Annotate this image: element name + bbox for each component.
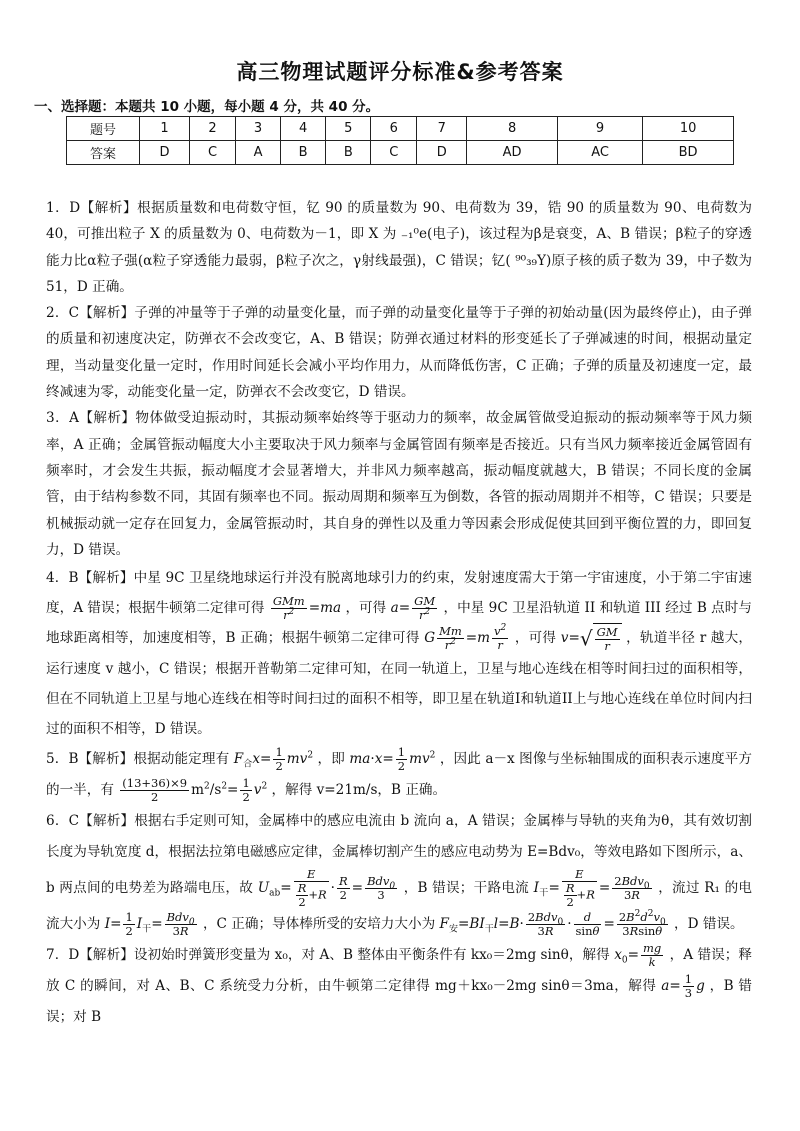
solution-1 xyxy=(46,195,752,300)
solution-4 xyxy=(46,563,752,744)
formula-ma-x: ma·x= $\frac{1}{2}$ $mv^2$ xyxy=(349,745,436,774)
solution-6-text-e: ，D 错误。 xyxy=(674,916,744,933)
formula-uab: $U_{ab}=$ E $\frac{R}{2}$ +R · $\frac{R}{2}$ = $\frac{Bdv_0}{3}$ xyxy=(257,867,396,910)
table-cell: 3 xyxy=(235,117,280,141)
solution-4-text-a: 4．B【解析】中星 9C 卫星绕地球运行并没有脱离地球引力的约束，发射速度需大于第一宇宙速度，小于第二宇宙速度，A 错误；根据牛顿第二定律可得 xyxy=(46,570,752,617)
formula-work-energy: $F_合x=$ $\frac{1}{2}$ $mv^2$ xyxy=(233,745,314,774)
formula-a-third: a= $\frac{1}{3}$ g xyxy=(661,972,705,1001)
section-heading-choice: 一、选择题：本题共 10 小题，每小题 4 分，共 40 分。 xyxy=(34,99,380,115)
table-cell: D xyxy=(417,141,467,165)
solution-2 xyxy=(46,300,752,405)
table-cell: 7 xyxy=(417,117,467,141)
answer-table xyxy=(66,116,734,165)
solution-4-text-e: ，轨道半径 r 越大，运行速度 v 越小，C 错误；根据开普勒第二定律可知，在同一轨道上，卫星与地心连线在相等时间扫过的面积相等，但在不同轨道上卫星与地心连线在相等时间扫过的面积不相等，即卫星在轨道I和轨道II上与地心连线在单位时间内扫过的面积不相等，D 错误。 xyxy=(46,630,752,738)
solution-6 xyxy=(46,806,752,940)
formula-gmm-v: G $\frac{Mm}{r^2}$ =m $\frac{v^2}{r}$ xyxy=(424,623,507,653)
solution-5-text-b: ，即 xyxy=(317,751,345,768)
table-row-numbers xyxy=(67,117,734,141)
solution-3-text: 3．A【解析】物体做受迫振动时，其振动频率始终等于驱动力的频率，故金属管做受迫振动的振动频率等于风力频率，A 正确；金属管振动幅度大小主要取决于风力频率与金属管固有频率是否接近。只有当风力频率接近金属管固有频率时，才会发生共振，振动幅度才会显著增大，并非风力频率越高，振动幅度就越大，B 错误；不同长度的金属管，由于结构参数不同，其固有频率也不同。振动周期和频率互为倒数，各管的振动周期并不相等，C 错误；只要是机械振动就一定存在回复力，金属管振动时，其自身的弹性以及重力等因素会形成促使其回到平衡位置的力，即回复力，D 错误。 xyxy=(46,410,752,558)
table-cell: C xyxy=(190,141,236,165)
formula-i-main: $I_干=$ E $\frac{R}{2}$ +R = $\frac{2Bdv_0}{3R}$ xyxy=(533,867,650,910)
table-row-label: 答案 xyxy=(67,141,140,165)
solution-4-text-b: ，可得 xyxy=(345,600,387,617)
formula-i-r1: I= $\frac{1}{2}$ $I_干=$ $\frac{Bdv_0}{3R}$ xyxy=(104,910,195,939)
page-title: 高三物理试题评分标准&参考答案 xyxy=(236,60,564,84)
table-cell: AC xyxy=(557,141,642,165)
table-cell: 6 xyxy=(371,117,417,141)
table-cell: A xyxy=(235,141,280,165)
formula-gmm: $\frac{\text{GMm}}{r^2}$ =ma xyxy=(272,594,342,623)
solution-6-text-a: 6．C【解析】根据右手定则可知，金属棒中的感应电流由 b 流向 a，A 错误；金属棒与导轨的夹角为θ，其有效切割长度为导轨宽度 d，根据法拉第电磁感应定律，金属棒切割产生的感应电动势为 E=Bdv₀，等效电路如下图所示，a、b 两点间的电势差为路端电压，故 xyxy=(46,813,752,897)
table-cell: B xyxy=(326,141,371,165)
formula-a-gm: a= $\frac{GM}{r^2}$ xyxy=(390,594,436,623)
table-cell: BD xyxy=(643,141,734,165)
solutions-body xyxy=(46,195,752,1033)
formula-area: $\frac{(13+36)\times 9}{2}$ $m^2/s^2=$ $\frac{1}{2}$ $v^2$ xyxy=(122,776,268,805)
solution-7 xyxy=(46,940,752,1033)
table-row-label: 题号 xyxy=(67,117,140,141)
solution-5-text-c: ，因此 a－x 图像与坐标轴围成的面积表示速度平方的一半，有 xyxy=(46,751,752,799)
formula-v-sqrt: v=√ $\frac{GM}{r}$ xyxy=(561,630,626,646)
solution-6-text-c: ，流过 R₁ 的电流大小为 xyxy=(46,880,753,933)
table-cell: 8 xyxy=(467,117,558,141)
solution-5-text-a: 5．B【解析】根据动能定理有 xyxy=(46,751,230,768)
solution-3 xyxy=(46,405,752,563)
solution-1-text: 1．D【解析】根据质量数和电荷数守恒，钇 90 的质量数为 90、电荷数为 39，锆 90 的质量数为 90、电荷数为 40，可推出粒子 X 的质量数为 0、电荷数为－1，即 X 为 ₋₁⁰e(电子)，该过程为β是衰变，A、B 错误；β粒子的穿透能力比α粒子强(α粒子穿透能力最弱，β粒子次之，γ射线最强)，C 错误；钇( ⁹⁰₃₉Y)原子核的质子数为 39，中子数为 51，D 正确。 xyxy=(46,200,752,295)
table-cell: 10 xyxy=(643,117,734,141)
table-row-answers xyxy=(67,141,734,165)
solution-6-text-b: ，B 错误；干路电流 xyxy=(403,880,530,897)
table-cell: B xyxy=(281,141,326,165)
solution-6-text-d: ，C 正确；导体棒所受的安培力大小为 xyxy=(202,916,436,933)
table-cell: 2 xyxy=(190,117,236,141)
solution-4-text-d: ，可得 xyxy=(514,630,557,647)
formula-ampere: $F_安=BI_干l=B\cdot$ $\frac{2Bdv_0}{3R}$ · $\frac{d}{\sin\theta}$ = $\frac{2B^2d^2v_0}{3Rsin\theta}$ xyxy=(439,909,666,939)
table-cell: 5 xyxy=(326,117,371,141)
solution-5 xyxy=(46,744,752,806)
table-cell: 9 xyxy=(557,117,642,141)
solution-7-text-a: 7．D【解析】设初始时弹簧形变量为 x₀，对 A、B 整体由平衡条件有 kx₀＝2mg sinθ，解得 xyxy=(46,947,610,964)
formula-x0: $x_0=$ $\frac{mg}{k}$ xyxy=(614,941,662,970)
solution-2-text: 2．C【解析】子弹的冲量等于子弹的动量变化量，而子弹的动量变化量等于子弹的初始动量(因为最终停止)，由子弹的质量和初速度决定，防弹衣不会改变它，A、B 错误；防弹衣通过材料的形变延长了子弹减速的时间，根据动量定理，当动量变化量一定时，作用时间延长会减小平均作用力，从而降低伤害，C 正确；子弹的质量及初速度一定，最终减速为零，动能变化量一定，防弹衣不会改变它，D 错误。 xyxy=(46,305,752,401)
table-cell: 4 xyxy=(281,117,326,141)
solution-7-text-c: ，B 错误；对 B xyxy=(46,978,753,1026)
solution-7-text-b: ，A 错误；释放 C 的瞬间，对 A、B、C 系统受力分析，由牛顿第二定律得 mg＋kx₀－2mg sinθ＝3ma，解得 xyxy=(46,947,752,995)
table-cell: AD xyxy=(467,141,558,165)
table-cell: C xyxy=(371,141,417,165)
solution-5-text-d: ，解得 v=21m/s，B 正确。 xyxy=(271,782,447,799)
table-cell: 1 xyxy=(140,117,190,141)
solution-4-text-c: ，中星 9C 卫星沿轨道 II 和轨道 III 经过 B 点时与地球距离相等，加速度相等，B 正确；根据牛顿第二定律可得 xyxy=(46,600,753,647)
table-cell: D xyxy=(140,141,190,165)
